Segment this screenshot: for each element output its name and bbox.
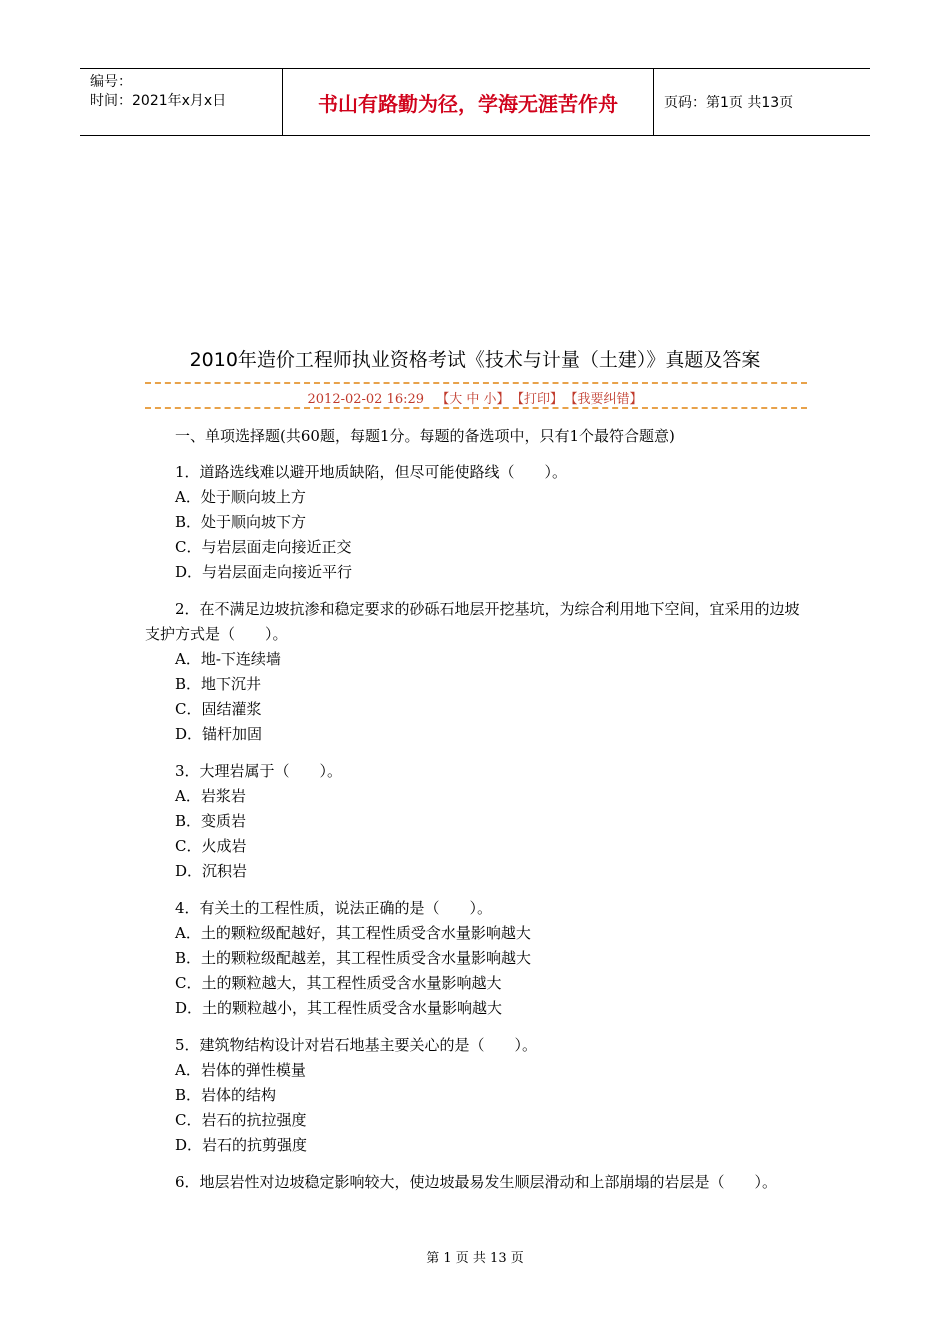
document-header bbox=[80, 68, 870, 136]
document-title: 2010年造价工程师执业资格考试《技术与计量（土建）》真题及答案 bbox=[189, 349, 761, 371]
publish-datetime: 2012-02-02 16:29 bbox=[307, 392, 425, 407]
question-stem: 4．有关土的工程性质，说法正确的是（ ）。 bbox=[175, 899, 493, 917]
option: B．岩体的结构 bbox=[175, 1086, 277, 1104]
option: B．处于顺向坡下方 bbox=[175, 513, 307, 531]
question-5 bbox=[145, 1033, 807, 1158]
option: A．土的颗粒级配越好，其工程性质受含水量影响越大 bbox=[175, 924, 531, 942]
print-link[interactable]: 【打印】 bbox=[517, 392, 563, 407]
question-6 bbox=[145, 1170, 807, 1195]
section-intro: 一、单项选择题(共60题，每题1分。每题的备选项中，只有1个最符合题意) bbox=[175, 427, 675, 445]
number-label: 编号： bbox=[90, 74, 132, 90]
report-error-link[interactable]: 【我要纠错】 bbox=[570, 392, 643, 407]
option: C．火成岩 bbox=[175, 837, 247, 855]
dashed-divider-top bbox=[145, 382, 807, 384]
option: C．固结灌浆 bbox=[175, 700, 262, 718]
question-1 bbox=[145, 460, 807, 585]
question-stem: 5．建筑物结构设计对岩石地基主要关心的是（ ）。 bbox=[175, 1036, 538, 1054]
meta-line bbox=[0, 388, 950, 407]
question-stem: 1．道路选线难以避开地质缺陷，但尽可能使路线（ ）。 bbox=[175, 463, 568, 481]
option: A．岩体的弹性模量 bbox=[175, 1061, 306, 1079]
option: C．与岩层面走向接近正交 bbox=[175, 538, 352, 556]
header-page-info: 页码：第1页 共13页 bbox=[664, 95, 794, 111]
option: A．地-下连续墙 bbox=[175, 650, 281, 668]
option: C．土的颗粒越大，其工程性质受含水量影响越大 bbox=[175, 974, 502, 992]
option: D．锚杆加固 bbox=[175, 725, 263, 743]
question-stem: 3．大理岩属于（ ）。 bbox=[175, 762, 343, 780]
time-label: 时间：2021年x月x日 bbox=[90, 93, 227, 109]
header-motto: 书山有路勤为径，学海无涯苦作舟 bbox=[282, 69, 654, 135]
question-content bbox=[145, 424, 807, 1207]
option: B．变质岩 bbox=[175, 812, 247, 830]
page-footer: 第 1 页 共 13 页 bbox=[426, 1251, 524, 1266]
option: C．岩石的抗拉强度 bbox=[175, 1111, 307, 1129]
option: D．沉积岩 bbox=[175, 862, 248, 880]
font-size-links[interactable]: 【大 中 小】 bbox=[436, 392, 510, 407]
option: D．土的颗粒越小，其工程性质受含水量影响越大 bbox=[175, 999, 503, 1017]
question-3 bbox=[145, 759, 807, 884]
option: D．岩石的抗剪强度 bbox=[175, 1136, 308, 1154]
option: B．土的颗粒级配越差，其工程性质受含水量影响越大 bbox=[175, 949, 532, 967]
dashed-divider-bottom bbox=[145, 407, 807, 409]
question-stem: 6．地层岩性对边坡稳定影响较大，使边坡最易发生顺层滑动和上部崩塌的岩层是（ ）。 bbox=[175, 1173, 778, 1191]
option: A．处于顺向坡上方 bbox=[175, 488, 306, 506]
question-2 bbox=[145, 597, 807, 747]
question-stem: 2．在不满足边坡抗渗和稳定要求的砂砾石地层开挖基坑，为综合利用地下空间，宜采用的边坡支护方式是（ ）。 bbox=[145, 600, 800, 643]
option: D．与岩层面走向接近平行 bbox=[175, 563, 353, 581]
option: B．地下沉井 bbox=[175, 675, 262, 693]
option: A．岩浆岩 bbox=[175, 787, 246, 805]
header-left-cell bbox=[80, 69, 282, 135]
question-4 bbox=[145, 896, 807, 1021]
